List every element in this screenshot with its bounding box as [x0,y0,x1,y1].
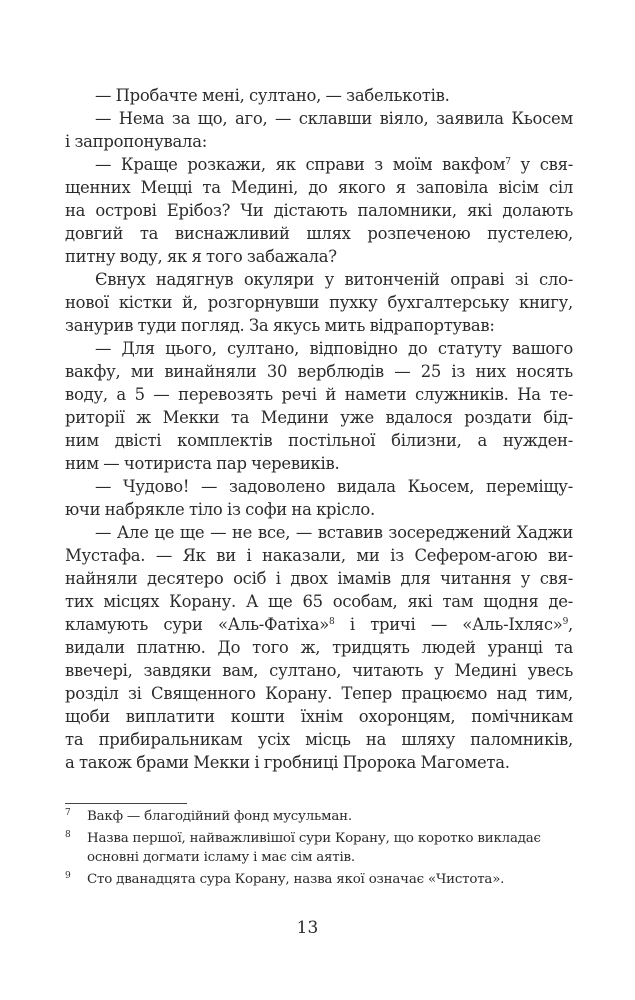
text-line [65,429,573,452]
text-line [65,199,573,222]
footnote-number: 9 [65,871,71,881]
line-text: занурив туди погляд. За якусь мить відрапортував: [65,316,495,335]
text-line [65,751,573,774]
line-text: тих місцях Корану. А ще 65 особам, які там щодня де- [65,592,573,611]
line-text: щенних Мецці та Медині, до якого я заповіла вісім сіл [65,178,573,197]
text-line [65,705,573,728]
text-line [65,314,573,337]
line-text: — Краще розкажи, як справи з моїм вакфом [95,155,506,174]
page-number: 13 [296,918,319,938]
line-text: вакфу, ми винайняли 30 верблюдів — 25 із них носять [65,362,573,381]
footnote-divider [65,803,187,804]
text-line [65,636,573,659]
text-line [65,337,573,360]
footnote-ref: 9 [562,617,569,627]
line-text: , [568,615,574,634]
line-text: на острові Ерібоз? Чи дістають паломники, які долають [65,201,573,220]
body-text [65,84,573,774]
text-line [65,153,573,176]
text-line [65,360,573,383]
footnote-number: 7 [65,808,71,818]
line-text: ввечері, завдяки вам, султано, читають у Медині увесь [65,661,573,680]
line-text: видали платню. До того ж, тридцять людей уранці та [65,638,573,657]
text-line [65,590,573,613]
line-text: воду, а 5 — перевозять речі й намети служників. На те- [65,385,573,404]
footnote [65,807,575,826]
text-line [65,452,573,475]
text-line [65,406,573,429]
line-text: у свя- [510,155,573,174]
line-text: розділ зі Священного Корану. Тепер працюємо над тим, [65,684,573,703]
line-text: нової кістки й, розгорнувши пухку бухгалтерську книгу, [65,293,573,312]
line-text: щоби виплатити кошти їхнім охоронцям, помічникам [65,707,573,726]
line-text: а також брами Мекки і гробниці Пророка Магомета. [65,753,510,772]
footnote-ref: 8 [329,617,335,627]
line-text: — Пробачте мені, султано, — забелькотів. [95,86,450,105]
text-line [65,659,573,682]
footnote-number: 8 [65,830,71,840]
text-line [65,613,573,636]
line-text: довгий та виснажливий шлях розпеченою пустелею, [65,224,573,243]
line-text: — Але це ще — не все, — вставив зосереджений Хаджи [95,523,573,542]
footnotes [65,807,575,892]
line-text: і тричі — «Аль-Іхляс» [334,615,563,634]
footnote-ref: 7 [505,157,511,167]
line-text: — Чудово! — задоволено видала Кьосем, переміщу- [95,477,573,496]
text-line [65,107,573,130]
line-text: — Нема за що, аго, — склавши віяло, заявила Кьосем [95,109,573,128]
line-text: кламують сури «Аль-Фатіха» [65,615,330,634]
text-line [65,521,573,544]
text-line [65,84,573,107]
text-line [65,130,573,153]
text-line [65,176,573,199]
text-line [65,682,573,705]
text-line [65,475,573,498]
text-line [65,567,573,590]
line-text: та прибиральникам усіх місць на шляху паломників, [65,730,573,749]
text-line [65,291,573,314]
line-text: Євнух надягнув окуляри у витонченій оправі зі сло- [95,270,573,289]
text-line [65,728,573,751]
line-text: ним — чотириста пар черевиків. [65,454,340,473]
line-text: і запропонувала: [65,132,208,151]
line-text: питну воду, як я того забажала? [65,247,337,266]
text-line [65,544,573,567]
footnote-text: Назва першої, найважливішої сури Корану, що коротко викладає основні догмати ісламу і має сім аятів. [87,831,541,865]
line-text: ючи набрякле тіло із софи на крісло. [65,500,375,519]
line-text: ним двісті комплектів постільної білизни, а нужден- [65,431,573,450]
text-line [65,383,573,406]
footnote [65,829,575,867]
line-text: — Для цього, султано, відповідно до статуту вашого [95,339,573,358]
footnote-text: Сто дванадцята сура Корану, назва якої означає «Чистота». [87,872,505,887]
text-line [65,222,573,245]
text-line [65,498,573,521]
line-text: риторії ж Мекки та Медини уже вдалося роздати бід- [65,408,573,427]
line-text: Мустафа. — Як ви і наказали, ми із Сефером-агою ви- [65,546,573,565]
footnote [65,870,575,889]
line-text: найняли десятеро осіб і двох імамів для читання у свя- [65,569,573,588]
text-line [65,268,573,291]
text-line [65,245,573,268]
footnote-text: Вакф — благодійний фонд мусульман. [87,809,352,824]
